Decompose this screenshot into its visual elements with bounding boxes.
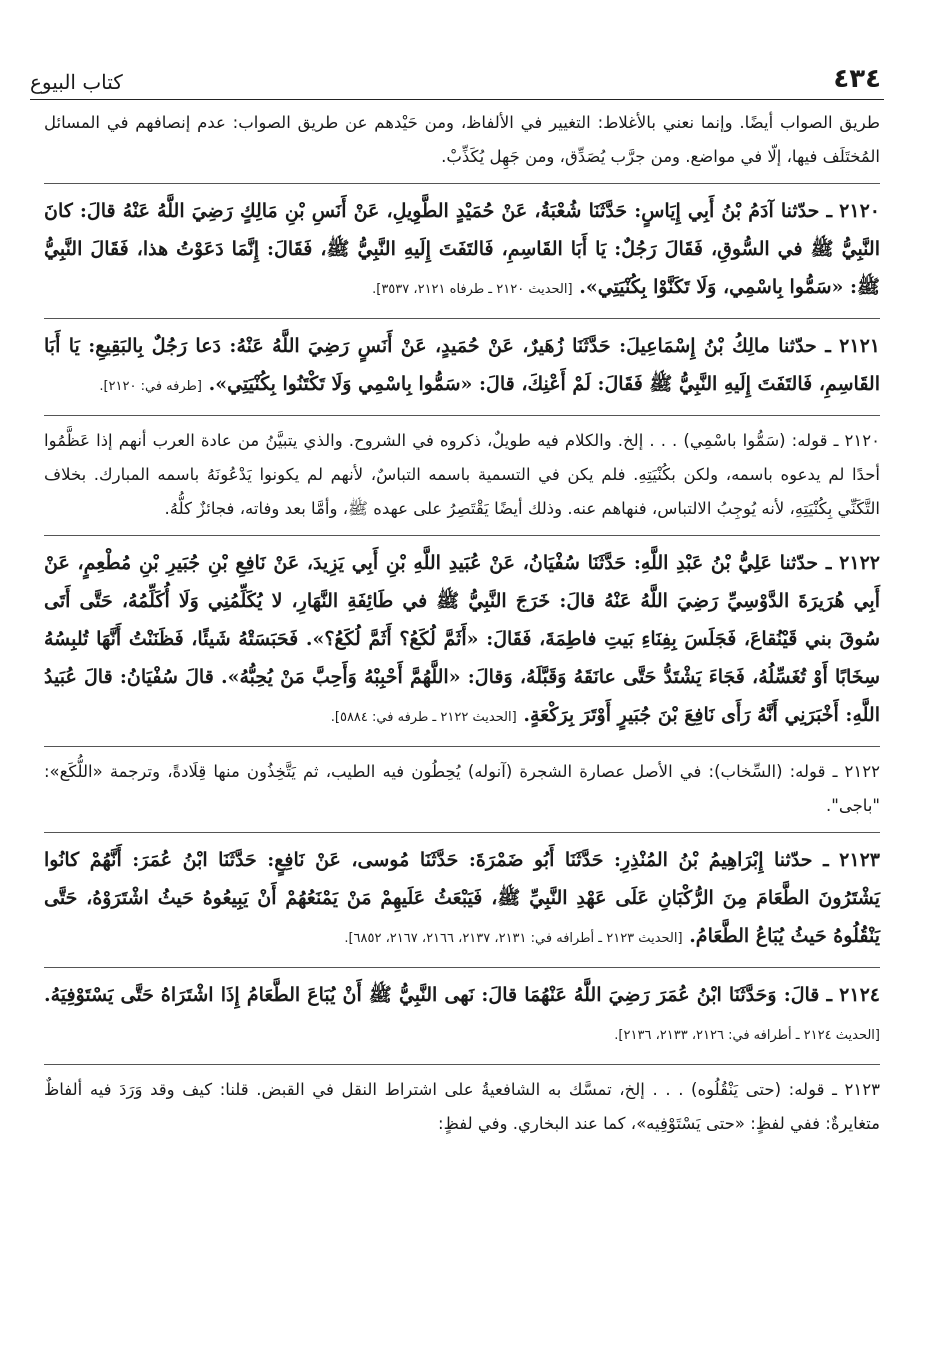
divider xyxy=(44,415,880,416)
commentary-paragraph: ٢١٢٠ ـ قوله: (سَمُّوا باسْمِي) . . . إلخ. والكلام فيه طويلٌ، ذكروه في الشروح. والذي يتبيَّنُ من عادة العرب أنهم إذا عَظَّمُوا أحدًا لم يدعوه باسمه، ولكن بكُنْيَتِهِ. فلم يكن في التسمية باسمه التباسٌ، لأنهم لم يكونوا يَدْعُونَهُ باسمه المبارك. بخلاف التَّكَنِّي بِكُنْيَتِهِ، لأنه يُوجِبُ الالتباس، فنهاهم عنه. وذلك أيضًا يَقْتَصِرُ على عهده ﷺ، وأمَّا بعد وفاته، فجائزٌ كلُّهُ. xyxy=(44,431,880,518)
divider xyxy=(44,1064,880,1065)
hadith-text: ٢١٢٤ ـ قالَ: وَحَدَّثَنَا ابْنُ عُمَرَ رَضِيَ اللَّهُ عَنْهُمَا قالَ: نَهى النَّبِيُّ ﷺ أَنْ يُبَاعَ الطَّعَامُ إِذَا اشْتَرَاهُ حَتَّى يَسْتَوْفِيَهُ. xyxy=(44,984,880,1006)
hadith-text: ٢١٢٢ ـ حدّثنا عَلِيُّ بْنُ عَبْدِ اللَّهِ: حَدَّثَنَا سُفْيَانُ، عَنْ عُبَيدِ اللَّهِ بْنِ أَبِي يَزِيدَ، عَنْ نَافِعِ بْنِ جُبَيرِ بْنِ مُطْعِمٍ، عَنْ أَبِي هُرَيرَةَ الدَّوْسِيِّ رَضِيَ اللَّهُ عَنْهُ قالَ: خَرَجَ النَّبِيُّ ﷺ في طَائِفَةِ النَّهَارِ، لا يُكَلِّمُنِي وَلَا أُكَلِّمُهُ، حَتَّى أَتَى سُوقَ بني قَيْنُقاعَ، فَجَلَسَ بِفِنَاءِ بَيتِ فاطِمَةَ، فَقَالَ: «أَثَمَّ لُكَعُ؟ أَثَمَّ لُكَعُ؟». فَحَبَسَتْهُ شَيئًا، فَظَنَنْتُ أَنَّهَا تُلبِسُهُ سِخَابًا أَوْ تُغَسِّلُهُ، فَجَاءَ يَشْتَدُّ حَتَّى عانَقَهُ وَقَبَّلَهُ، وَقالَ: «اللَّهُمَّ أَحْبِبْهُ وَأَحِبَّ مَنْ يُحِبُّهُ». قالَ سُفْيَانُ: قالَ عُبَيدُ اللَّهِ: أَخْبَرَنِي أَنَّهُ رَأَى نَافِعَ بْنَ جُبَيرٍ أَوْتَرَ بِرَكْعَةٍ. xyxy=(44,552,880,726)
divider xyxy=(44,832,880,833)
hadith-text: ٢١٢٣ ـ حدّثنا إِبْرَاهِيمُ بْنُ المُنْذِرِ: حَدَّثَنَا أَبُو ضَمْرَةَ: حَدَّثَنَا مُوسى، عَنْ نَافِعٍ: حَدَّثَنَا ابْنُ عُمَرَ: أَنَّهُمْ كانُوا يَشْتَرُونَ الطَّعَامَ مِنَ الرُّكْبَانِ عَلَى عَهْدِ النَّبِيِّ ﷺ، فَيَبْعَثُ عَلَيهِمْ مَنْ يَمْنَعُهُمْ أَنْ يَبِيعُوهُ حَيثُ اشْتَرَوْهُ، حَتَّى يَنْقُلُوهُ حَيثُ يُبَاعُ الطَّعَامُ. xyxy=(44,849,880,947)
divider xyxy=(44,967,880,968)
page-header xyxy=(30,54,881,94)
header-divider xyxy=(30,99,884,100)
book-title: كتاب البيوع xyxy=(30,70,123,94)
divider xyxy=(44,183,880,184)
divider xyxy=(44,535,880,536)
hadith-2124 xyxy=(44,976,880,1055)
commentary-paragraph: ٢١٢٣ ـ قوله: (حتى يَنْقُلُوه) . . . إلخ، تمسَّك به الشافعيةُ على اشتراط النقل في القبض. قلنا: كيف وقد وَرَدَ فيه ألفاظٌ متغايرةٌ: ففي لفظٍ: «حتى يَسْتَوْفِيه»، كما عند البخاري. وفي لفظٍ: xyxy=(44,1080,880,1133)
hadith-2122 xyxy=(44,544,880,737)
commentary-paragraph: طريق الصواب أيضًا. وإنما نعني بالأغلاط: التغيير في الألفاظ، ومن حَيْدهم عن طريق الصواب: عدم إنصافهم في المسائل المُختَلَف فيها، إلّا في مواضع. ومن جرَّب يُصَدِّق، ومن جَهِل يُكَذِّبْ. xyxy=(44,113,880,166)
hadith-reference: [الحديث ٢١٢٠ ـ طرفاه ٢١٢١، ٣٥٣٧]. xyxy=(372,282,573,297)
hadith-2120 xyxy=(44,192,880,309)
hadith-2123 xyxy=(44,841,880,958)
hadith-reference: [الحديث ٢١٢٣ ـ أطرافه في: ٢١٣١، ٢١٣٧، ٢١٦٦، ٢١٦٧، ٦٨٥٢]. xyxy=(344,931,683,946)
commentary-paragraph: ٢١٢٢ ـ قوله: (السِّخاب): في الأصل عصارة الشجرة (آنوله) يُحِطُون فيه الطيب، ثم يَتَّخِذُون منها قِلَادةً، وترجمة «اللُّكَع»: "باجى". xyxy=(44,762,880,815)
hadith-2121 xyxy=(44,327,880,406)
hadith-reference: [الحديث ٢١٢٤ ـ أطرافه في: ٢١٢٦، ٢١٣٣، ٢١٣٦]. xyxy=(614,1028,880,1043)
hadith-text: ٢١٢٠ ـ حدّثنا آدَمُ بْنُ أَبِي إِيَاسٍ: حَدَّثَنَا شُعْبَةُ، عَنْ حُمَيْدٍ الطَّوِيلِ، عَنْ أَنَسِ بْنِ مَالِكٍ رَضِيَ اللَّهُ عَنْهُ قالَ: كانَ النَّبِيُّ ﷺ في السُّوقِ، فَقَالَ رَجُلٌ: يَا أَبَا القَاسِمِ، فَالتَفَتَ إِلَيهِ النَّبِيُّ ﷺ، فَقَالَ: إِنَّمَا دَعَوْتُ هذا، فَقَالَ النَّبِيُّ ﷺ: «سَمُّوا بِاسْمِي، وَلَا تَكَنَّوْا بِكُنْيَتِي». xyxy=(44,200,880,298)
hadith-reference: [الحديث ٢١٢٢ ـ طرفه في: ٥٨٨٤]. xyxy=(330,710,517,725)
divider xyxy=(44,746,880,747)
divider xyxy=(44,318,880,319)
hadith-text: ٢١٢١ ـ حدّثنا مالِكُ بْنُ إِسْمَاعِيلَ: حَدَّثَنَا زُهَيرٌ، عَنْ حُمَيدٍ، عَنْ أَنَسٍ رَضِيَ اللَّهُ عَنْهُ: دَعا رَجُلٌ بِالبَقِيعِ: يَا أَبَا القَاسِمِ، فَالتَفَتَ إِلَيهِ النَّبِيُّ ﷺ فَقَالَ: لَمْ أَعْنِكَ، قالَ: «سَمُّوا بِاسْمِي وَلَا تَكْتَنُوا بِكُنْيَتِي». xyxy=(44,335,880,395)
page-content xyxy=(44,106,880,1141)
page-number: ٤٣٤ xyxy=(833,64,881,94)
hadith-reference: [طرفه في: ٢١٢٠]. xyxy=(99,379,202,394)
